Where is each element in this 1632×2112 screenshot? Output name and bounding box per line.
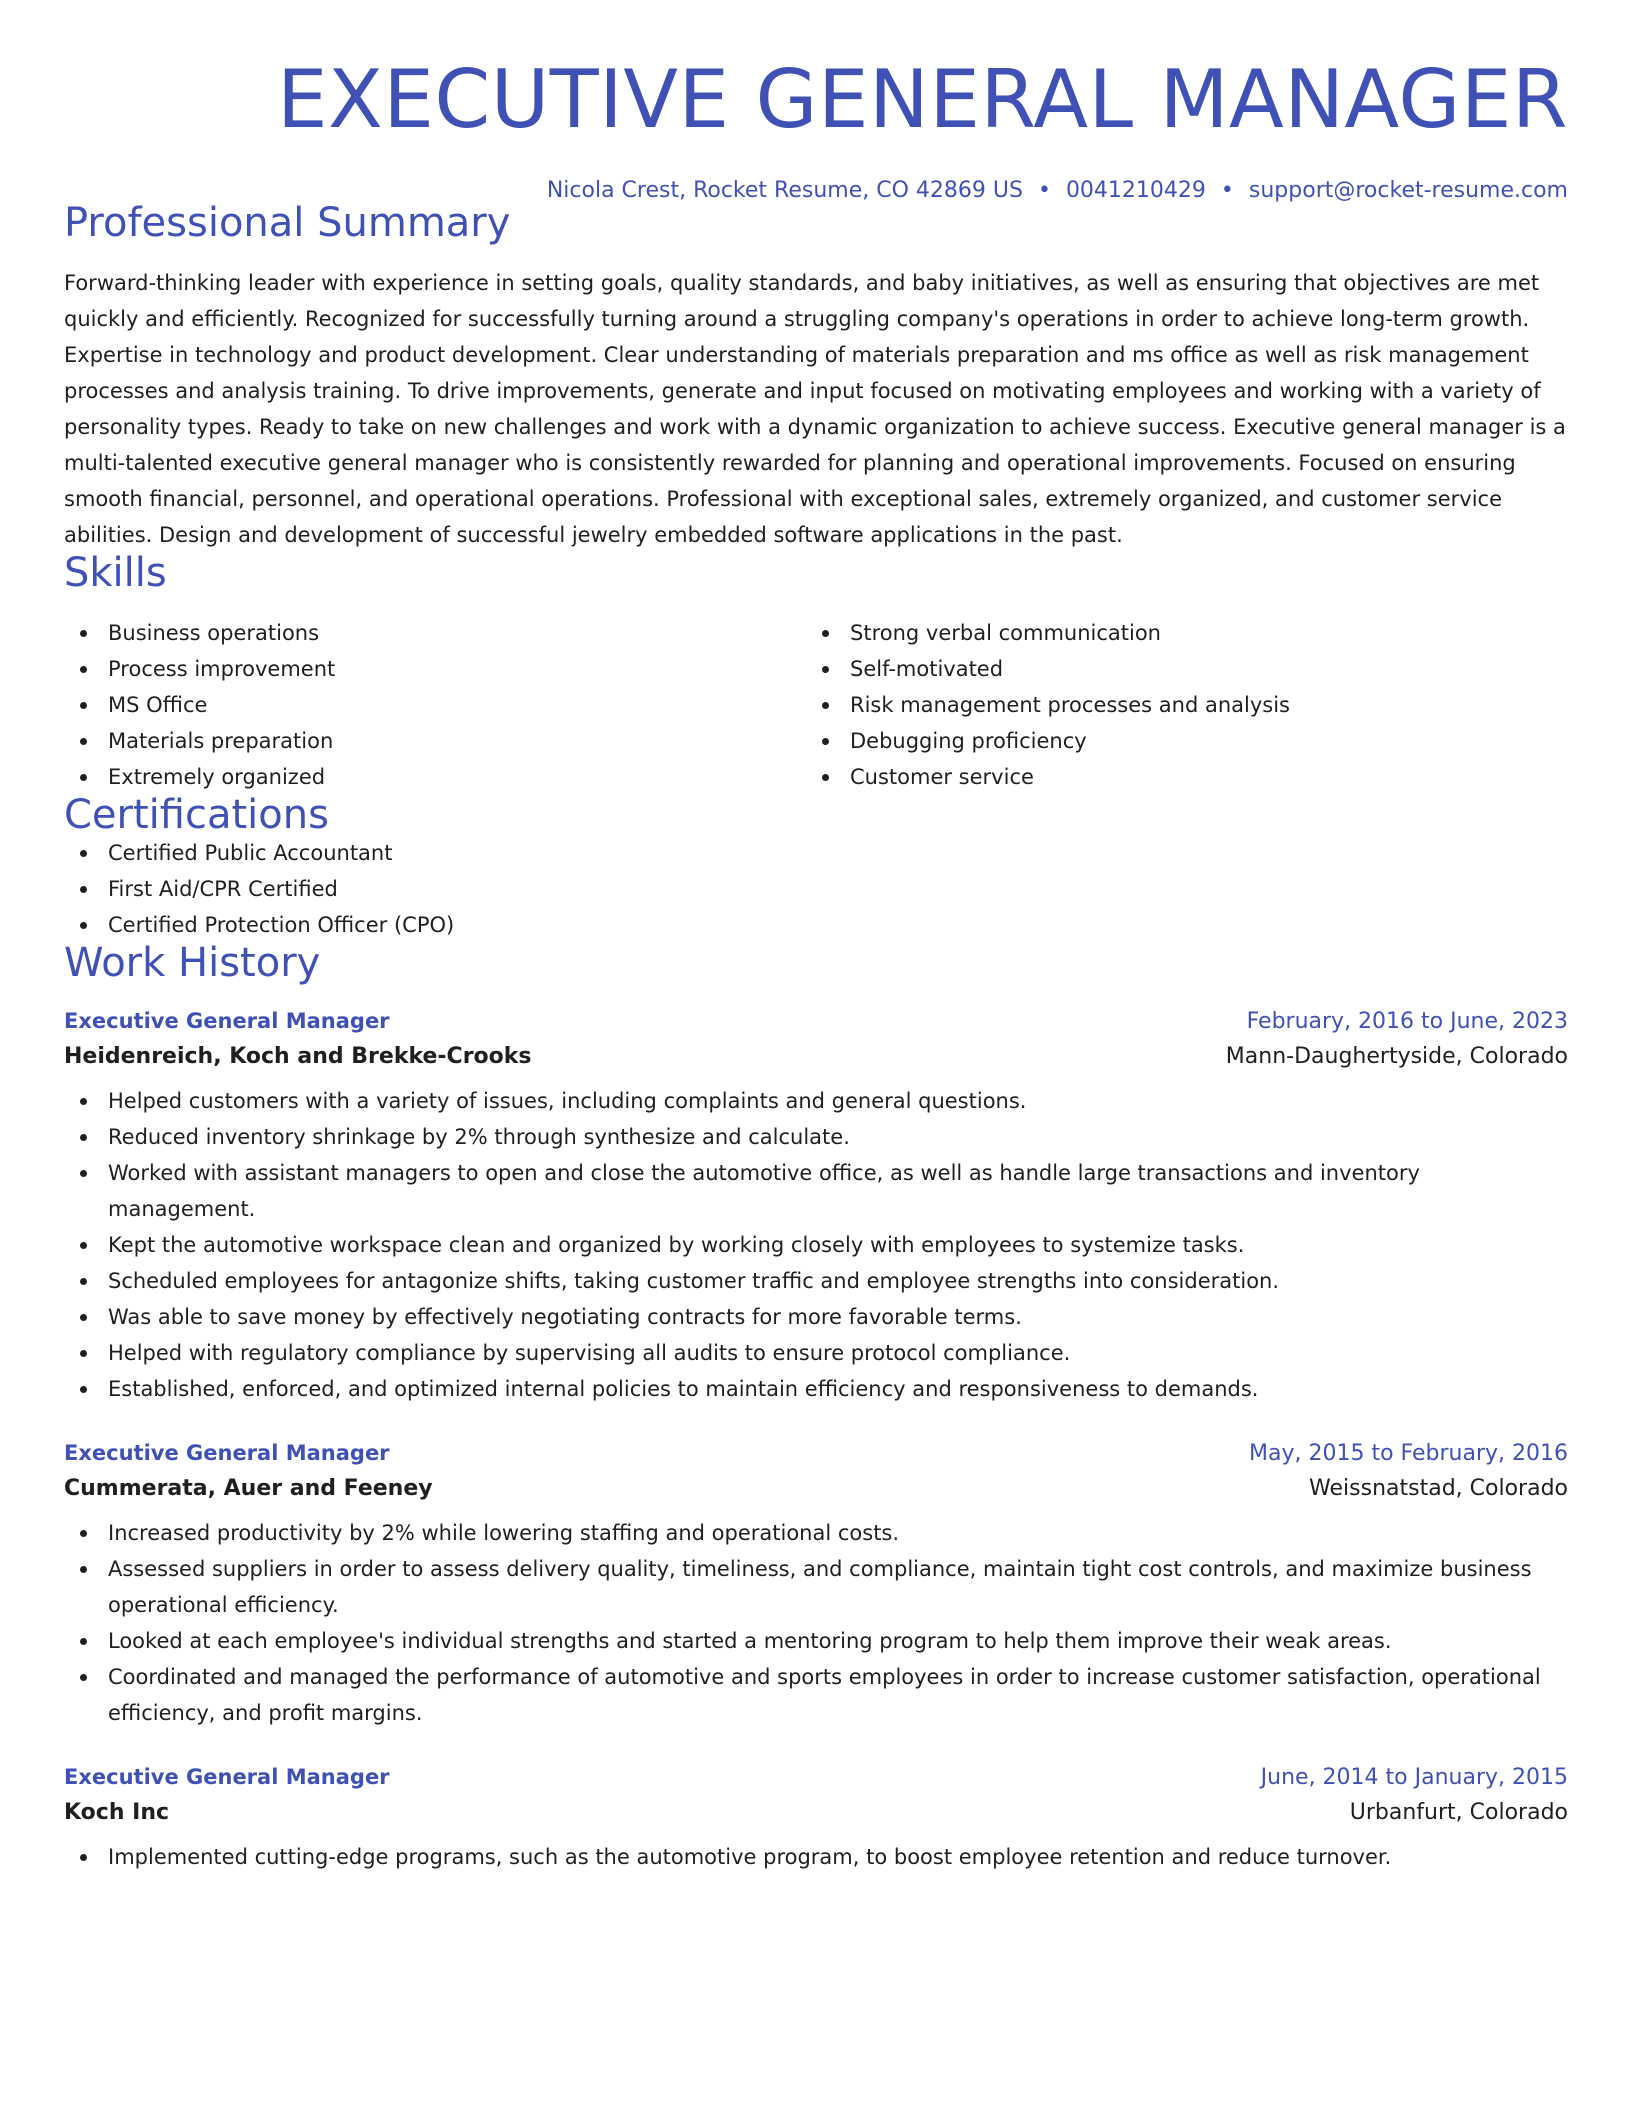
job-title: Executive General Manager bbox=[64, 1009, 390, 1033]
job-dates: February, 2016 to June, 2023 bbox=[1246, 1009, 1568, 1034]
job-entry bbox=[64, 1009, 1568, 1407]
certification-item: First Aid/CPR Certified bbox=[64, 871, 1568, 907]
contact-phone: 0041210429 bbox=[1065, 178, 1206, 203]
job-bullet: Implemented cutting-edge programs, such as the automotive program, to boost employee retention and reduce turnover. bbox=[64, 1839, 1568, 1875]
job-location: Mann-Daughertyside, Colorado bbox=[1225, 1044, 1568, 1069]
job-bullet: Looked at each employee's individual strengths and started a mentoring program to help them improve their weak areas. bbox=[64, 1623, 1568, 1659]
skills-column-right bbox=[806, 615, 1548, 795]
job-bullet: Helped with regulatory compliance by supervising all audits to ensure protocol compliance. bbox=[64, 1335, 1568, 1371]
certification-item: Certified Public Accountant bbox=[64, 835, 1568, 871]
job-employer bbox=[64, 1044, 1568, 1069]
job-bullet: Coordinated and managed the performance of automotive and sports employees in order to increase customer satisfaction, operational efficiency, and profit margins. bbox=[64, 1659, 1568, 1731]
skill-item: MS Office bbox=[64, 687, 806, 723]
job-title: Executive General Manager bbox=[64, 1765, 390, 1789]
job-employer bbox=[64, 1800, 1568, 1825]
job-responsibilities bbox=[64, 1839, 1568, 1875]
contact-email: support@rocket-resume.com bbox=[1248, 178, 1568, 203]
skill-item: Strong verbal communication bbox=[806, 615, 1548, 651]
job-bullet: Established, enforced, and optimized internal policies to maintain efficiency and responsiveness to demands. bbox=[64, 1371, 1568, 1407]
job-bullet: Reduced inventory shrinkage by 2% through synthesize and calculate. bbox=[64, 1119, 1568, 1155]
job-company: Heidenreich, Koch and Brekke-Crooks bbox=[64, 1044, 532, 1069]
job-location: Urbanfurt, Colorado bbox=[1349, 1800, 1568, 1825]
skill-item: Self-motivated bbox=[806, 651, 1548, 687]
skills-column-left bbox=[64, 615, 806, 795]
job-bullet: Scheduled employees for antagonize shifts, taking customer traffic and employee strengths into consideration. bbox=[64, 1263, 1568, 1299]
job-responsibilities bbox=[64, 1515, 1568, 1731]
certifications-heading: Certifications bbox=[64, 792, 329, 838]
job-bullet: Kept the automotive workspace clean and organized by working closely with employees to systemize tasks. bbox=[64, 1227, 1568, 1263]
certifications-list bbox=[64, 835, 1568, 943]
job-bullet: Increased productivity by 2% while lowering staffing and operational costs. bbox=[64, 1515, 1568, 1551]
skill-item: Risk management processes and analysis bbox=[806, 687, 1548, 723]
skill-item: Customer service bbox=[806, 759, 1548, 795]
skill-item: Materials preparation bbox=[64, 723, 806, 759]
job-bullet: Assessed suppliers in order to assess delivery quality, timeliness, and compliance, maintain tight cost controls, and maximize business operational efficiency. bbox=[64, 1551, 1568, 1623]
job-header bbox=[64, 1765, 1568, 1790]
job-entry bbox=[64, 1441, 1568, 1731]
skills-heading: Skills bbox=[64, 550, 167, 596]
job-bullet: Helped customers with a variety of issues, including complaints and general questions. bbox=[64, 1083, 1568, 1119]
job-title: Executive General Manager bbox=[64, 1441, 390, 1465]
skills-list bbox=[64, 615, 1568, 795]
contact-separator: • bbox=[1037, 178, 1051, 203]
job-location: Weissnatstad, Colorado bbox=[1309, 1476, 1568, 1501]
job-responsibilities bbox=[64, 1083, 1568, 1407]
skill-item: Extremely organized bbox=[64, 759, 806, 795]
job-company: Koch Inc bbox=[64, 1800, 170, 1825]
resume-title: EXECUTIVE GENERAL MANAGER bbox=[276, 53, 1568, 146]
job-header bbox=[64, 1009, 1568, 1034]
job-company: Cummerata, Auer and Feeney bbox=[64, 1476, 433, 1501]
skill-item: Business operations bbox=[64, 615, 806, 651]
work-history-heading: Work History bbox=[64, 940, 321, 986]
job-employer bbox=[64, 1476, 1568, 1501]
job-dates: May, 2015 to February, 2016 bbox=[1249, 1441, 1568, 1466]
resume-page bbox=[64, 0, 1568, 1875]
contact-separator: • bbox=[1220, 178, 1234, 203]
job-entry bbox=[64, 1765, 1568, 1875]
job-bullet: Worked with assistant managers to open and close the automotive office, as well as handle large transactions and inventory management. bbox=[64, 1155, 1568, 1227]
skill-item: Process improvement bbox=[64, 651, 806, 687]
job-header bbox=[64, 1441, 1568, 1466]
job-dates: June, 2014 to January, 2015 bbox=[1260, 1765, 1568, 1790]
contact-address: Nicola Crest, Rocket Resume, CO 42869 US bbox=[546, 178, 1023, 203]
skill-item: Debugging proficiency bbox=[806, 723, 1548, 759]
summary-heading: Professional Summary bbox=[64, 200, 511, 246]
certification-item: Certified Protection Officer (CPO) bbox=[64, 907, 1568, 943]
summary-text: Forward-thinking leader with experience in setting goals, quality standards, and baby initiatives, as well as ensuring that objectives are met quickly and efficiently. Recognized for successfully turning around a struggling company's operations in order to achieve long-term growth. Expertise in technology and product development. Clear understanding of materials preparation and ms office as well as risk management processes and analysis training. To drive improvements, generate and input focused on motivating employees and working with a variety of personality types. Ready to take on new challenges and work with a dynamic organization to achieve success. Executive general manager is a multi-talented executive general manager who is consistently rewarded for planning and operational improvements. Focused on ensuring smooth financial, personnel, and operational operations. Professional with exceptional sales, extremely organized, and customer service abilities. Design and development of successful jewelry embedded software applications in the past. bbox=[64, 271, 1566, 547]
job-bullet: Was able to save money by effectively negotiating contracts for more favorable terms. bbox=[64, 1299, 1568, 1335]
